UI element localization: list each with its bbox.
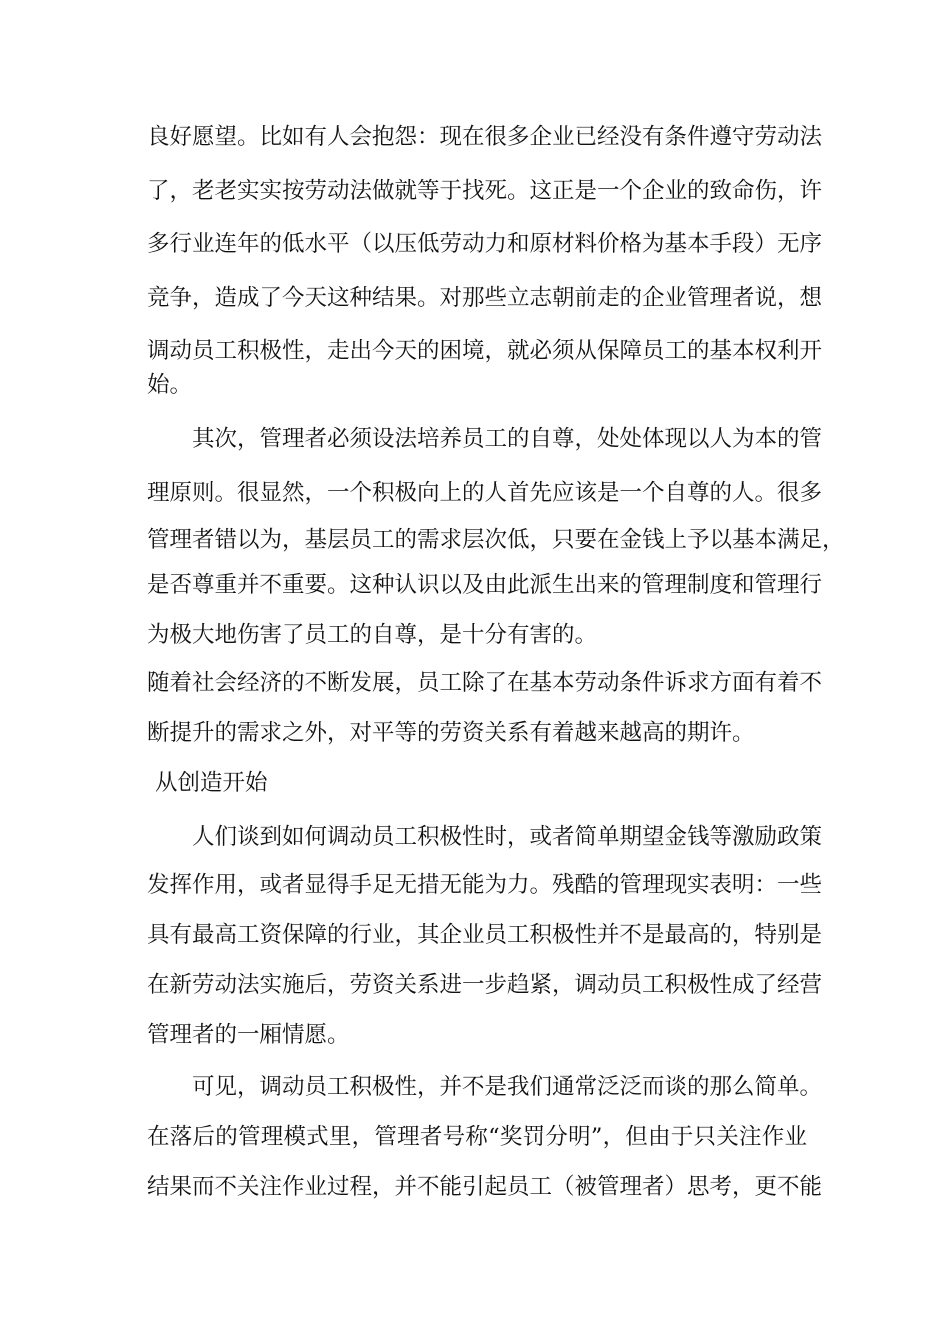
paragraph-line-3: 多行业连年的低水平（以压低劳动力和原材料价格为基本手段）无序 <box>147 231 823 257</box>
paragraph-line-20: 可见，调动员工积极性，并不是我们通常泛泛而谈的那么简单。 <box>192 1074 823 1100</box>
paragraph-line-9: 管理者错以为，基层员工的需求层次低，只要在金钱上予以基本满足， <box>147 527 845 553</box>
paragraph-line-5: 调动员工积极性，走出今天的困境，就必须从保障员工的基本权利开 <box>147 338 823 364</box>
paragraph-line-13: 断提升的需求之外，对平等的劳资关系有着越来越高的期许。 <box>147 720 755 746</box>
paragraph-line-8: 理原则。很显然，一个积极向上的人首先应该是一个自尊的人。很多 <box>147 480 823 506</box>
paragraph-line-12: 随着社会经济的不断发展，员工除了在基本劳动条件诉求方面有着不 <box>147 670 823 696</box>
section-heading: 从创造开始 <box>155 770 268 796</box>
paragraph-line-19: 管理者的一厢情愿。 <box>147 1022 350 1048</box>
paragraph-line-22: 结果而不关注作业过程，并不能引起员工（被管理者）思考，更不能 <box>147 1174 823 1200</box>
paragraph-line-15: 人们谈到如何调动员工积极性时，或者简单期望金钱等激励政策 <box>192 824 823 850</box>
paragraph-line-21: 在落后的管理模式里，管理者号称“奖罚分明”，但由于只关注作业 <box>147 1124 807 1150</box>
paragraph-line-7: 其次，管理者必须设法培养员工的自尊，处处体现以人为本的管 <box>192 426 823 452</box>
paragraph-line-11: 为极大地伤害了员工的自尊，是十分有害的。 <box>147 622 598 648</box>
paragraph-line-6: 始。 <box>147 372 193 398</box>
paragraph-line-2: 了，老老实实按劳动法做就等于找死。这正是一个企业的致命伤，许 <box>147 178 823 204</box>
paragraph-line-1: 良好愿望。比如有人会抱怨：现在很多企业已经没有条件遵守劳动法 <box>147 124 823 150</box>
paragraph-line-17: 具有最高工资保障的行业，其企业员工积极性并不是最高的，特别是 <box>147 922 823 948</box>
paragraph-line-16: 发挥作用，或者显得手足无措无能为力。残酷的管理现实表明：一些 <box>147 872 823 898</box>
paragraph-line-18: 在新劳动法实施后，劳资关系进一步趋紧，调动员工积极性成了经营 <box>147 972 823 998</box>
paragraph-line-10: 是否尊重并不重要。这种认识以及由此派生出来的管理制度和管理行 <box>147 572 823 598</box>
paragraph-line-4: 竞争，造成了今天这种结果。对那些立志朝前走的企业管理者说，想 <box>147 285 823 311</box>
